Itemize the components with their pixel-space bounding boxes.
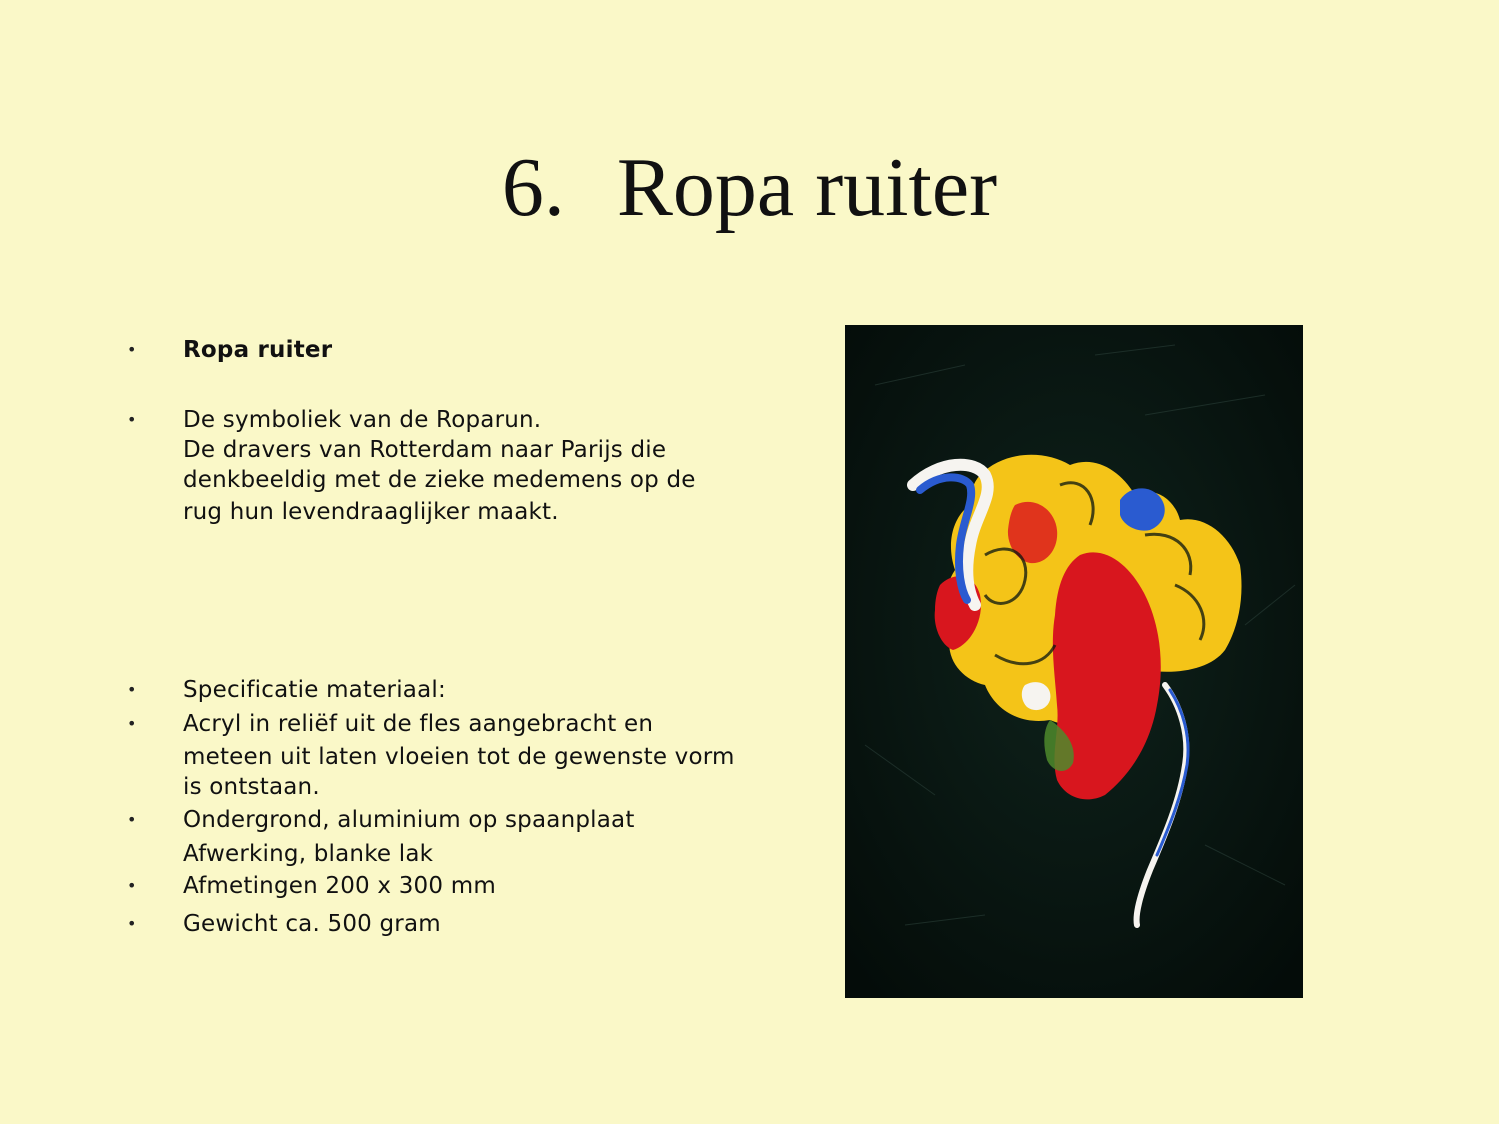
bullet-text — [183, 805, 783, 869]
bullet-marker: • — [127, 340, 137, 359]
bullet-text — [183, 335, 783, 365]
bullet-line: meteen uit laten vloeien tot de gewenste vorm — [183, 744, 735, 770]
bullet-line: rug hun levendraaglijker maakt. — [183, 499, 559, 525]
bullet-marker: • — [127, 914, 137, 933]
bullet-line: De symboliek van de Roparun. — [183, 407, 542, 433]
artwork-image — [845, 325, 1303, 998]
bullet-text — [183, 405, 783, 527]
slide-title-text: Ropa ruiter — [616, 141, 998, 234]
bullet-marker: • — [127, 810, 137, 829]
paint-white-highlight — [1022, 682, 1051, 710]
slide-title-number: 6. — [501, 141, 565, 234]
bullet-line: Afwerking, blanke lak — [183, 841, 434, 867]
bullet-marker: • — [127, 876, 137, 895]
bullet-marker: • — [127, 680, 137, 699]
bullet-text — [183, 871, 783, 901]
bullet-line: is ontstaan. — [183, 774, 320, 800]
bullet-line: Gewicht ca. 500 gram — [183, 911, 441, 937]
bullet-line: denkbeeldig met de zieke medemens op de — [183, 467, 696, 493]
bullet-text — [183, 675, 783, 705]
bullet-marker: • — [127, 714, 137, 733]
bullet-text — [183, 709, 783, 802]
artwork-painting — [845, 325, 1303, 998]
bullet-line: Specificatie materiaal: — [183, 677, 446, 703]
bullet-line: De dravers van Rotterdam naar Parijs die — [183, 437, 667, 463]
bullet-text — [183, 909, 783, 939]
bullet-line: Ondergrond, aluminium op spaanplaat — [183, 807, 635, 833]
bullet-marker: • — [127, 410, 137, 429]
bullet-line: Ropa ruiter — [183, 337, 333, 363]
bullet-line: Afmetingen 200 x 300 mm — [183, 873, 496, 899]
bullet-line: Acryl in reliëf uit de fles aangebracht en — [183, 711, 654, 737]
